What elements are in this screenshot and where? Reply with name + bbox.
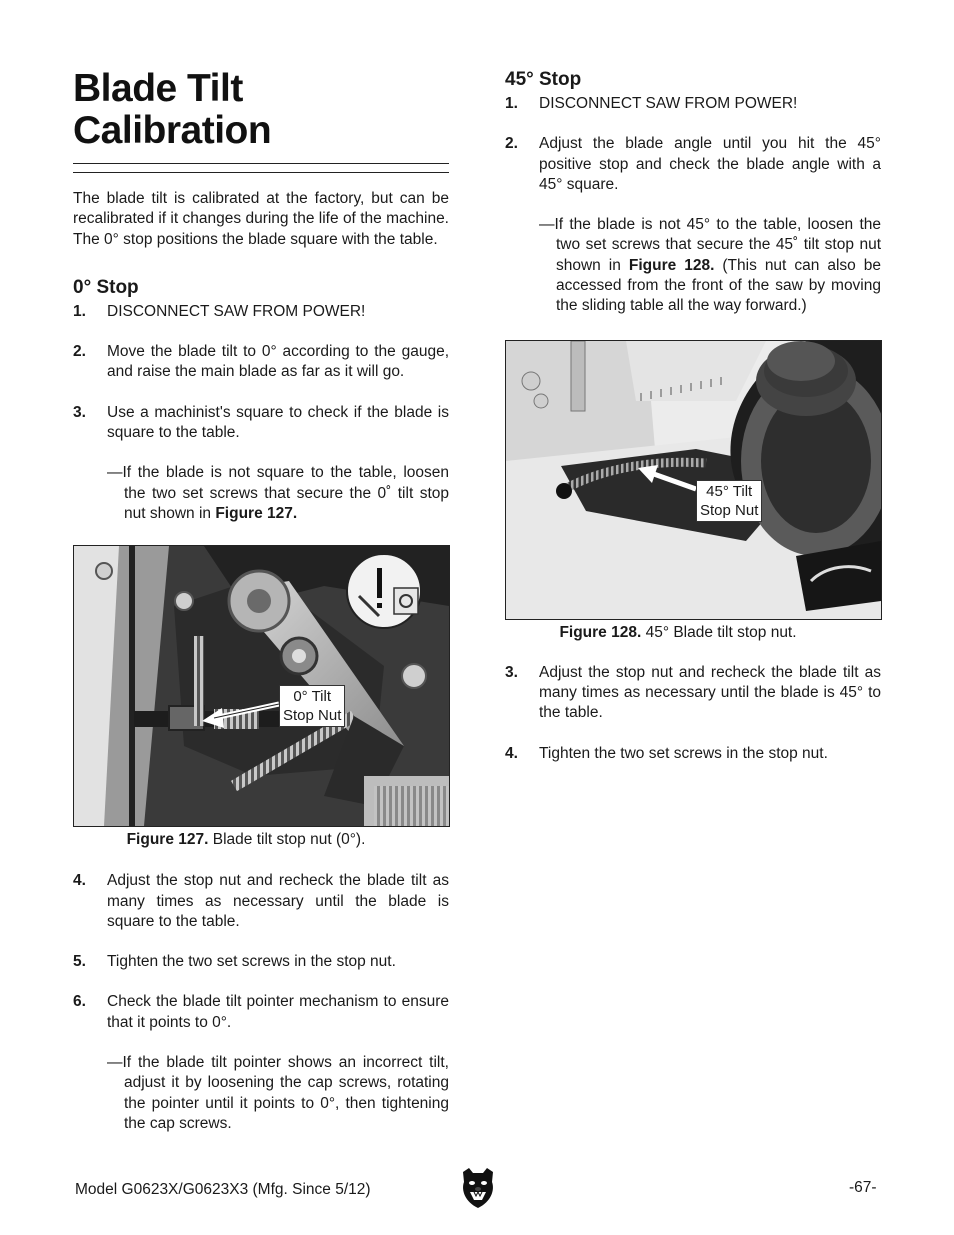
step-text: Tighten the two set screws in the stop nut. (539, 744, 828, 762)
step-number: 1. (73, 302, 86, 320)
step-text: Check the blade tilt pointer mechanism to ensure that it points to 0°. (107, 993, 449, 1031)
zero-step-3 (73, 403, 449, 444)
step-text: Adjust the blade angle until you hit the 45° positive stop and check the blade angle with a 45° square. (539, 135, 881, 193)
figure-reference: Figure 128. (628, 256, 715, 274)
zero-step-4 (73, 871, 449, 932)
fortyfive-step-2 (505, 134, 881, 195)
step-number: 2. (73, 343, 86, 361)
figure-128-caption (475, 623, 881, 643)
step-text: Move the blade tilt to 0° according to the gauge, and raise the main blade as far as it will go. (107, 343, 449, 381)
caption-label: Figure 128. (559, 623, 642, 641)
bear-logo-icon (459, 1166, 497, 1210)
note-text: —If the blade is not 45° to the table, loosen the two set screws that secure the 45˚ tilt stop nut shown in (539, 216, 881, 274)
note-text: (This nut can also be accessed from the front of the saw by moving the sliding table all the way forward.) (556, 256, 881, 315)
fortyfive-step-4 (505, 744, 881, 764)
step-text: DISCONNECT SAW FROM POWER! (539, 95, 798, 112)
fortyfive-step-3 (505, 663, 881, 724)
figure-128-photo (505, 340, 882, 620)
title-rule-top (73, 163, 449, 164)
saw-wheel-illustration (506, 341, 881, 619)
callout-line: 45° Tilt (706, 482, 753, 500)
figure-127-photo (73, 545, 450, 827)
step-number: 1. (505, 95, 518, 112)
step-text: Tighten the two set screws in the stop nut. (107, 953, 396, 971)
step-number: 5. (73, 953, 86, 971)
figure-127-caption (43, 830, 449, 850)
step-text: DISCONNECT SAW FROM POWER! (107, 302, 366, 320)
page-title: Blade Tilt Calibration (73, 67, 272, 152)
callout-line: Stop Nut (283, 707, 342, 725)
zero-step-6 (73, 992, 449, 1033)
step-text: Use a machinist's square to check if the blade is square to the table. (107, 403, 449, 442)
callout-line: 0° Tilt (293, 688, 332, 706)
note-text: —If the blade is not square to the table, loosen the two set screws that secure the 0˚ tilt stop nut shown in (107, 464, 449, 522)
zero-stop-heading: 0° Stop (73, 276, 139, 298)
page-number: -67- (849, 1179, 877, 1196)
step-number: 2. (505, 135, 518, 153)
fortyfive-step-1 (505, 94, 881, 114)
step-number: 4. (73, 872, 86, 890)
left-column (73, 68, 449, 1134)
caption-label: Figure 127. (126, 831, 209, 849)
step-number: 4. (505, 744, 518, 762)
figure-128-callout (696, 480, 762, 522)
zero-step-5 (73, 952, 449, 972)
caption-text: 45° Blade tilt stop nut. (641, 623, 797, 641)
step-text: Adjust the stop nut and recheck the blade tilt as many times as necessary until the blade is square to the table. (107, 872, 449, 930)
right-column (505, 68, 881, 764)
zero-step-2 (73, 342, 449, 383)
step-number: 3. (505, 663, 518, 681)
fortyfive-note (505, 215, 881, 316)
step-number: 3. (73, 403, 86, 421)
step-text: Adjust the stop nut and recheck the blade tilt as many times as necessary until the blade is 45° to the table. (539, 663, 881, 722)
footer-model: Model G0623X/G0623X3 (Mfg. Since 5/12) (75, 1181, 371, 1198)
intro-paragraph: The blade tilt is calibrated at the factory, but can be recalibrated if it changes during the life of the machine. The 0° stop positions the blade square with the table. (73, 190, 449, 248)
figure-127-callout (279, 685, 345, 727)
zero-step-1 (73, 302, 449, 322)
zero-note (73, 463, 449, 524)
step-number: 6. (73, 993, 86, 1011)
callout-line: Stop Nut (700, 501, 759, 519)
title-rule-bottom (73, 172, 449, 173)
saw-mechanism-illustration (74, 546, 449, 826)
caption-text: Blade tilt stop nut (0°). (208, 831, 366, 849)
zero-note-2: —If the blade tilt pointer shows an incorrect tilt, adjust it by loosening the cap screws, rotating the pointer until it points to 0°, then tightening the cap screws. (107, 1054, 449, 1132)
fortyfive-stop-heading: 45° Stop (505, 69, 582, 90)
figure-reference: Figure 127. (215, 504, 298, 522)
